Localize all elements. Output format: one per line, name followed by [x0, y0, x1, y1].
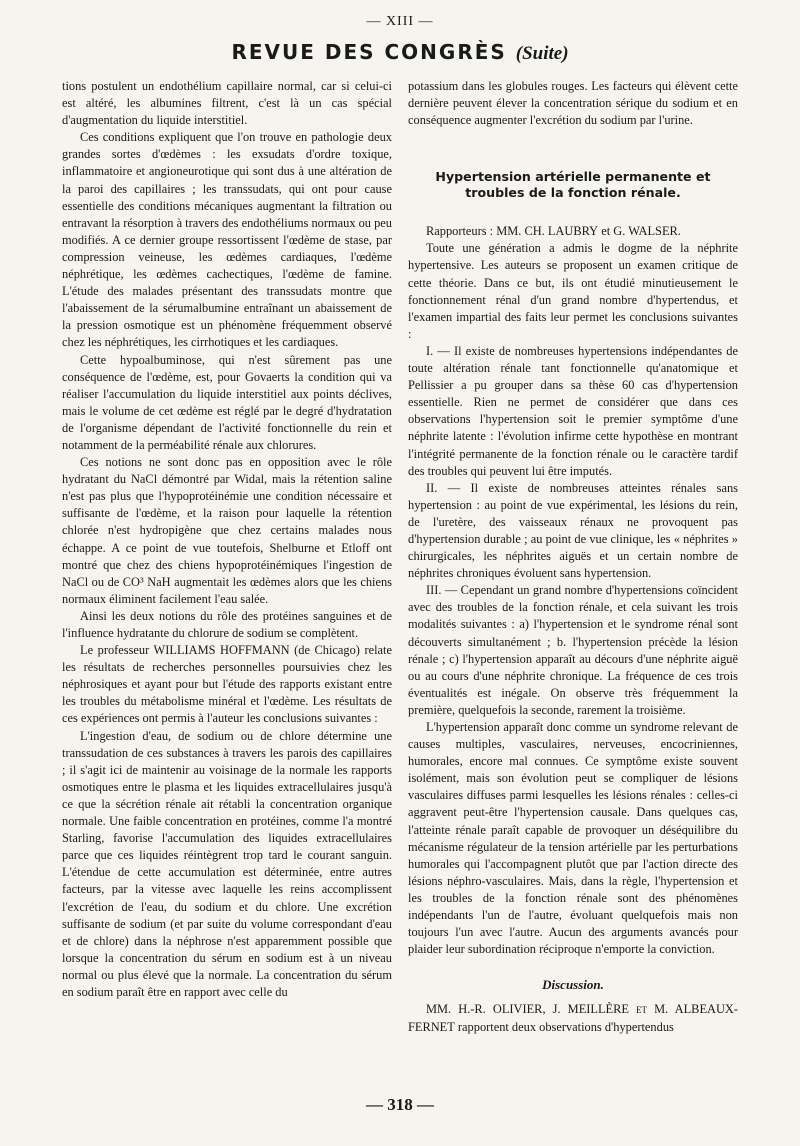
- right-column: [408, 78, 738, 1036]
- roman-folio: — XIII —: [366, 14, 434, 29]
- left-paragraph: Cette hypoalbuminose, qui n'est sûrement pas une conséquence de l'œdème, est, pour Govaerts la condition qui va réaliser l'accumulation du liquide interstitiel aux points déclives, mais le volume de cet œdème est réglé par le degré d'hydratation de l'organisme dépendant de l'activité fonctionnelle du rein et notamment de la perméabilité rénale aux chlorures.: [62, 352, 392, 452]
- reporter-name: CH. LAUBRY: [524, 224, 599, 239]
- left-paragraph: tions postulent un endothélium capillaire normal, car si celui-ci est altéré, les albumines filtrent, c'est là un cas spécial d'augmentation du liquide interstitiel.: [62, 79, 392, 128]
- running-title: [0, 40, 800, 65]
- left-paragraph: Ces conditions expliquent que l'on trouve en pathologie deux grandes sortes d'œdèmes : les exsudats d'ordre toxique, inflammatoire et angioneurotique qui sont dus à une altération de la paroi des capillaires ; les transsudats, qui ont pour cause essentielle des conditions mécaniques augmentant la filtration ou entravant la résorption à travers des endothéliums normaux ou peu modifiés. A ce dernier groupe ressortissent l'œdème de stase, par compression veineuse, les œdèmes cardiaques, l'œdème néphrétique, les œdèmes cachectiques, l'œdème de famine. L'étude des malades présentant des transsudats montre que l'abaissement de la sérumalbumine entraînant un abaissement de la pression osmotique est un phénomène fréquemment observé chez les néphrétiques, les cirrhotiques et les cardiaques.: [62, 130, 392, 350]
- left-paragraph: Ainsi les deux notions du rôle des protéines sanguines et de l'influence hydratante du chlorure de sodium se complètent.: [62, 608, 392, 640]
- right-paragraph: Toute une génération a admis le dogme de la néphrite hypertensive. Les auteurs se proposent un examen critique de cette théorie. Dans ce but, ils ont étudié minutieusement le fonctionnement rénal d'un grand nombre d'hypertendus, et l'examen impartial des faits leur permet les conclusions suivantes :: [408, 241, 738, 341]
- right-paragraph: I. — Il existe de nombreuses hypertensions indépendantes de toute altération rénale tant fonctionnelle qu'anatomique et Pellissier a pu grouper dans sa thèse 60 cas d'hypertension essentielle. Rien ne permet de considérer que dans ces observations l'hypertension soit le premier symptôme d'une néphrite latente : l'évolution infirme cette hypothèse en montrant l'intégrité permanente de la fonction rénale ou le caractère tardif des troubles qui peuvent lui être imputés.: [408, 343, 738, 478]
- left-paragraph: L'ingestion d'eau, de sodium ou de chlore détermine une transsudation de ces substances à travers les parois des capillaires ; il s'agit ici de maintenir au voisinage de la normale les rapports osmotiques entre le plasma et les liquides extracellulaires jusqu'à ce que la sécrétion rénale ait rétabli la concentration organique normale. Une faible concentration en protéines, comme l'a montré Starling, favorise l'accumulation des liquides extracellulaires parce que ces liquides réintègrent trop tard le courant sanguin. L'étendue de cette accumulation est déterminée, entre autres facteurs, par la vitesse avec laquelle les reins accomplissent l'excrétion de l'eau, du sodium et du chlore. Une excrétion suffisante de sodium (et par suite du volume correspondant d'eau et de chlore) dans la néphrose n'est apparemment possible que lorsque la concentration du sérum en sodium est à un niveau normal ou plus élevé que la normale. La concentration du sérum en sodium paraît être en rapport avec celle du: [62, 728, 392, 999]
- right-paragraph: L'hypertension apparaît donc comme un syndrome relevant de causes multiples, vasculaires, nerveuses, encocriniennes, humorales, encore mal connues. Ce symptôme existe souvent isolément, mais son évolution peut se compliquer de lésions vasculaires diffuses parmi lesquelles les lésions rénales : celles-ci aggravent peut-être l'hypertension causale. Dans quelques cas, l'atteinte rénale paraît capable de provoquer un déséquilibre du mécanisme régulateur de la tension artérielle par les perturbations humorales qui l'accompagnent plutôt que par l'action directe des lésions néphro-vasculaires. Mais, dans la règle, l'hypertension et les troubles de la fonction rénale sont des phénomènes indépendants l'un de l'autre, évoluant quelquefois mais non toujours l'un avec l'autre. Aucun des arguments avancés pour plaider leur subordination réciproque n'emporte la conviction.: [408, 720, 738, 957]
- discussion-title: Discussion.: [542, 977, 604, 993]
- running-title-suffix: (Suite): [515, 43, 569, 64]
- reporters-line: [408, 223, 738, 240]
- section-title: Hypertension artérielle permanente et troubles de la fonction rénale.: [435, 169, 711, 201]
- page-number: — 318 —: [366, 1095, 434, 1114]
- right-paragraph: III. — Cependant un grand nombre d'hypertensions coïncident avec des troubles de la fonction rénale, et cela suivant les trois modalités suivantes : a) l'hypertension et le syndrome rénal sont découverts simultanément ; b. l'hypertension précède la lésion rénale ; c) l'hypertension apparaît au décours d'une néphrite aiguë ou au cours d'une néphrite chronique. La fréquence de ces trois éventualités est inégale. On observe très fréquemment la première, quelquefois la seconde, rarement la troisième.: [408, 583, 738, 717]
- reporter-name: G. WALSER.: [613, 224, 681, 239]
- right-paragraph: II. — Il existe de nombreuses atteintes rénales sans hypertension : au point de vue expérimental, les lésions du rein, de l'uretère, des vaisseaux rénaux ne provoquent pas d'hypertension durable ; au point de vue clinique, les « néphrites » chirurgicales, les néphrites aiguës et un certain nombre de néphrites chroniques évoluent sans hypertension.: [408, 480, 738, 581]
- reporters-and: et: [601, 224, 611, 239]
- discussion-paragraph: [408, 1001, 738, 1035]
- running-title-text: REVUE DES CONGRÈS: [231, 40, 507, 64]
- discussion-prefix: MM.: [426, 1002, 452, 1017]
- left-column: [62, 78, 392, 1001]
- reporters-prefix: Rapporteurs : MM.: [426, 224, 522, 239]
- left-paragraph: Le professeur WILLIAMS HOFFMANN (de Chicago) relate les résultats de recherches personnelles poursuivies chez les néphrosiques et ayant pour but l'étude des rapports existant entre les troubles du métabolisme minéral et l'œdème. Les résultats de ces expériences ont permis à l'auteur les conclusions suivantes :: [62, 643, 392, 726]
- discussion-text: rapportent deux observations d'hypertendus: [457, 1019, 674, 1034]
- discussion-names: H.-R. OLIVIER, J. MEILLÈRE et M. ALBEAUX-FERNET: [408, 1002, 738, 1034]
- left-paragraph: Ces notions ne sont donc pas en opposition avec le rôle hydratant du NaCl démontré par Widal, mais la rétention saline n'est pas plus que l'hypoprotéinémie une condition nécessaire et suffisante de l'œdème, et la raison pour laquelle la rétention chlorée n'est hydropigène que chez certains malades nous échappe. A ce point de vue toutefois, Shelburne et Etloff ont montré que chez des chiens hypoprotéinémiques l'ingestion de NaCl ou de CO³ NaH augmentait les œdèmes alors que les chiens normaux éliminent facilement l'eau salée.: [62, 455, 392, 606]
- right-continuation: potassium dans les globules rouges. Les facteurs qui élèvent cette dernière peuvent élever la concentration sérique du sodium et en conséquence augmenter l'excrétion du sodium par l'urine.: [408, 79, 738, 128]
